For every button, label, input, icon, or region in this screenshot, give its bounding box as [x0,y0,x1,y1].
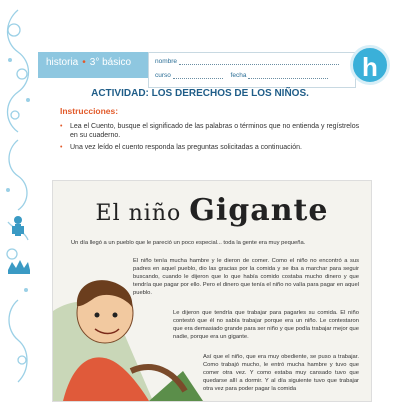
story-paragraph: Le dijeron que tendría que trabajar para pagarles su comida. El niño contestó que él no sabía trabajar porque era un niño. Le contestaron que era demasiado grande para ser niño y que podía trabajar mejor que nadie, porque era un gigante. [173,310,359,340]
story-panel [52,180,372,402]
grade-label: 3° básico [89,57,132,68]
separator-dot: • [82,57,86,68]
student-form [148,52,356,88]
story-paragraph: El niño tenía mucha hambre y le dieron de comer. Como el niño no encontró a sus padres en aquel pueblo, dio las gracias por la comida y se iba a marchar para seguir buscando, cuando le dijeron que lo que había comido costaba mucho dinero y que tendría que pagar por ello. Pero el dinero que tenía el niño no valía para pagar en aquel pueblo. [133,258,359,296]
left-ornament-decoration [0,0,36,400]
crown-icon [8,260,30,274]
name-label: nombre [155,58,178,65]
story-intro: Un día llegó a un pueblo que le pareció un poco especial... toda la gente era muy pequeña. [71,240,306,246]
story-title [53,193,371,228]
date-field[interactable] [248,78,328,79]
course-label: curso [155,72,171,79]
story-paragraph: Así que el niño, que era muy obediente, se puso a trabajar. Como trabajó mucho, le entró mucha hambre y tuvo que comer otra vez. Y como estaba muy cansado tuvo que quedarse allí a dormir. Y al día siguiente tuvo que trabajar otra vez para poder pagar la comida [203,354,359,392]
story-title-small: El niño [95,201,182,226]
logo-icon: h [350,45,390,85]
instruction-item: • Lea el Cuento, busque el significado de las palabras o términos que no entienda y regístrelos en su cuaderno. [60,123,360,139]
breadcrumb [46,57,131,68]
date-label: fecha [230,72,247,79]
name-field[interactable] [179,64,339,65]
instructions-list [60,122,360,155]
instructions-title: Instrucciones: [60,106,119,116]
figure-icon [12,216,24,236]
course-field[interactable] [173,78,223,79]
story-title-big: Gigante [189,193,329,228]
instruction-item: • Una vez leído el cuento responda las preguntas solicitadas a continuación. [60,144,302,151]
activity-title: ACTIVIDAD: LOS DERECHOS DE LOS NIÑOS. [91,88,309,99]
subject-label: historia [46,57,79,68]
